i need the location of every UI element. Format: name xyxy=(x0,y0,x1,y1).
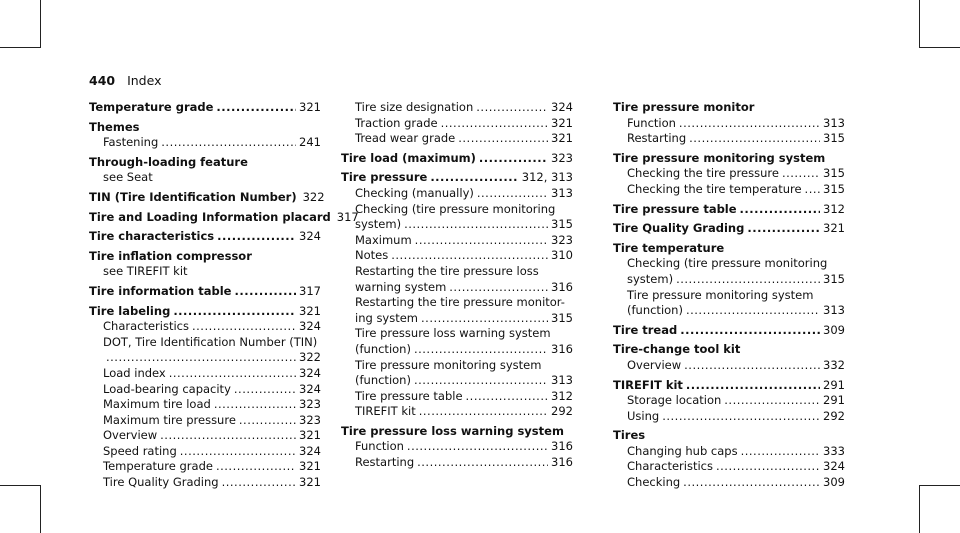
entry-term: Restarting xyxy=(355,455,415,470)
index-entry xyxy=(89,120,321,136)
page-number: 440 xyxy=(89,73,116,88)
index-entry xyxy=(341,151,573,167)
index-subentry xyxy=(341,455,573,471)
leader-dots xyxy=(684,358,820,374)
entry-term: Load index xyxy=(103,365,166,380)
entry-term: Tire load (maximum) xyxy=(341,150,476,165)
leader-dots xyxy=(680,323,820,339)
leader-dots xyxy=(740,202,821,218)
page-reference[interactable]: 312 xyxy=(551,388,573,403)
entry-term: Fastening xyxy=(103,135,159,150)
page-reference[interactable]: 292 xyxy=(551,404,573,419)
entry-term: Tire pressure table xyxy=(355,388,463,403)
index-subentry xyxy=(341,202,573,218)
index-entry xyxy=(89,209,359,226)
page-reference[interactable]: 315 xyxy=(823,181,845,196)
page-reference[interactable]: 321 xyxy=(299,459,321,474)
entry-term: Maximum tire load xyxy=(103,397,211,412)
entry-term: Traction grade xyxy=(355,115,438,130)
index-subentry xyxy=(89,475,321,491)
index-subentry xyxy=(89,382,321,398)
index-subentry xyxy=(89,135,321,151)
entry-term: Tire pressure monitoring system xyxy=(627,287,814,302)
index-subentry xyxy=(89,366,321,382)
index-subentry xyxy=(341,373,573,389)
entry-term: Tire-change tool kit xyxy=(613,342,741,357)
entry-term: TIREFIT kit xyxy=(613,377,683,392)
index-entry xyxy=(613,241,845,257)
leader-dots xyxy=(805,182,821,198)
page-reference[interactable]: 315 xyxy=(823,166,845,181)
leader-dots xyxy=(173,304,296,320)
crop-mark xyxy=(0,47,41,48)
entry-term: Checking (tire pressure monitoring xyxy=(627,256,828,271)
page-reference[interactable]: 316 xyxy=(551,439,573,454)
leader-dots xyxy=(216,100,296,116)
page-reference[interactable]: 316 xyxy=(551,455,573,470)
index-subentry xyxy=(89,264,321,280)
leader-dots xyxy=(782,166,820,182)
entry-term: Tire inflation compressor xyxy=(89,248,252,263)
entry-term: Tire pressure loss warning system xyxy=(355,326,551,341)
crop-mark xyxy=(40,485,41,533)
leader-dots xyxy=(689,131,820,147)
entry-term: Notes xyxy=(355,248,389,263)
page-reference[interactable]: 315 xyxy=(551,310,573,325)
leader-dots xyxy=(679,116,820,132)
index-subentry xyxy=(341,342,573,358)
page-reference[interactable]: 315 xyxy=(823,271,845,286)
page-reference[interactable]: 333 xyxy=(823,443,845,458)
entry-term: Checking xyxy=(627,475,681,490)
index-entry xyxy=(341,424,573,440)
leader-dots xyxy=(234,382,296,398)
leader-dots xyxy=(417,455,548,471)
page-reference[interactable]: 323 xyxy=(299,412,321,427)
leader-dots xyxy=(216,459,296,475)
index-subentry xyxy=(89,444,321,460)
entry-term: Tire temperature xyxy=(613,240,725,255)
page-reference[interactable]: 321 xyxy=(299,475,321,490)
leader-dots xyxy=(217,229,296,245)
page-reference[interactable]: 322 xyxy=(302,189,325,204)
section-title: Index xyxy=(127,73,162,88)
leader-dots xyxy=(106,350,296,366)
entry-term: Tire and Loading Information placard xyxy=(89,209,331,224)
index-subentry xyxy=(89,459,321,475)
index-subentry xyxy=(613,475,845,491)
leader-dots xyxy=(686,378,820,394)
index-entry xyxy=(613,428,845,444)
entry-term: (function) xyxy=(355,373,411,388)
leader-dots xyxy=(169,366,296,382)
leader-dots xyxy=(686,303,820,319)
page-reference[interactable]: 321 xyxy=(299,100,321,114)
entry-term: Temperature grade xyxy=(89,100,214,114)
index-subentry xyxy=(613,303,845,319)
index-entry xyxy=(89,189,325,206)
leader-dots xyxy=(477,186,548,202)
leader-dots xyxy=(421,311,548,327)
page-reference[interactable]: 313 xyxy=(551,185,573,200)
entry-term: DOT, Tire Identification Number (TIN) xyxy=(103,334,318,349)
leader-dots xyxy=(391,248,548,264)
leader-dots xyxy=(161,135,296,151)
index-subentry xyxy=(89,350,321,366)
page-reference[interactable]: 315 xyxy=(551,217,573,232)
index-subentry xyxy=(613,166,845,182)
index-entry xyxy=(89,155,321,171)
leader-dots xyxy=(180,444,296,460)
entry-term: Characteristics xyxy=(627,459,713,474)
leader-dots xyxy=(741,444,820,460)
entry-term: Tire pressure table xyxy=(613,201,737,216)
leader-dots xyxy=(458,131,548,147)
index-subentry xyxy=(341,280,573,296)
entry-term: Through-loading feature xyxy=(89,154,248,169)
entry-term: Checking the tire pressure xyxy=(627,166,779,181)
entry-term: warning system xyxy=(355,279,447,294)
entry-term: see Seat xyxy=(103,170,153,185)
page-reference[interactable]: 324 xyxy=(299,443,321,458)
crop-mark xyxy=(40,0,41,48)
leader-dots xyxy=(419,404,548,420)
entry-term: system) xyxy=(627,271,674,286)
entry-term: (function) xyxy=(627,303,683,318)
index-entry xyxy=(89,249,321,265)
entry-term: Function xyxy=(627,115,676,130)
entry-term: Temperature grade xyxy=(103,459,213,474)
entry-term: ing system xyxy=(355,310,419,325)
index-entry xyxy=(613,221,845,237)
page-reference[interactable]: 309 xyxy=(823,322,845,337)
leader-dots xyxy=(239,413,296,429)
entry-term: Speed rating xyxy=(103,443,177,458)
entry-term: Load-bearing capacity xyxy=(103,381,231,396)
page-reference[interactable]: 312, 313 xyxy=(521,170,573,185)
index-entry xyxy=(613,202,845,218)
page-reference[interactable]: 315 xyxy=(823,131,845,146)
page-reference[interactable]: 321 xyxy=(299,428,321,443)
index-subentry xyxy=(341,100,573,116)
index-subentry xyxy=(341,326,573,342)
entry-term: Maximum tire pressure xyxy=(103,412,236,427)
index-entry xyxy=(613,100,845,116)
page-reference[interactable]: 309 xyxy=(823,475,845,490)
leader-dots xyxy=(222,475,296,491)
leader-dots xyxy=(479,151,548,167)
index-subentry xyxy=(613,182,845,198)
leader-dots xyxy=(407,439,548,455)
page-reference[interactable]: 313 xyxy=(551,373,573,388)
index-subentry xyxy=(89,397,321,413)
leader-dots xyxy=(683,475,820,491)
leader-dots xyxy=(441,116,548,132)
leader-dots xyxy=(234,284,296,300)
leader-dots xyxy=(716,459,820,475)
index-column-1 xyxy=(89,100,359,491)
leader-dots xyxy=(414,373,548,389)
index-column-2 xyxy=(341,100,573,471)
index-subentry xyxy=(89,335,321,351)
index-subentry xyxy=(613,131,845,147)
index-entry xyxy=(341,170,573,186)
page-header xyxy=(89,73,162,88)
page-reference[interactable]: 332 xyxy=(823,357,845,372)
index-subentry xyxy=(613,288,845,304)
page-reference[interactable]: 291 xyxy=(823,377,845,392)
page-reference[interactable]: 316 xyxy=(551,279,573,294)
index-subentry xyxy=(341,358,573,374)
entry-term: Using xyxy=(627,408,660,423)
index-subentry xyxy=(89,428,321,444)
page-reference[interactable]: 324 xyxy=(299,229,321,244)
leader-dots xyxy=(214,397,296,413)
entry-term: Tire Quality Grading xyxy=(103,475,219,490)
entry-term: Tire Quality Grading xyxy=(613,221,745,236)
page-reference[interactable]: 321 xyxy=(551,115,573,130)
index-subentry xyxy=(89,170,321,186)
index-subentry xyxy=(613,116,845,132)
page-reference[interactable]: 324 xyxy=(299,319,321,334)
index-entry xyxy=(613,323,845,339)
leader-dots xyxy=(430,170,518,186)
page-reference[interactable]: 317 xyxy=(299,283,321,298)
crop-mark xyxy=(919,47,960,48)
entry-term: Restarting the tire pressure loss xyxy=(355,263,539,278)
page-reference[interactable]: 321 xyxy=(551,131,573,146)
index-subentry xyxy=(341,439,573,455)
entry-term: Checking the tire temperature xyxy=(627,181,802,196)
index-entry xyxy=(89,229,321,245)
index-subentry xyxy=(89,319,321,335)
leader-dots xyxy=(449,280,548,296)
entry-term: Tire information table xyxy=(89,283,232,298)
leader-dots xyxy=(662,409,820,425)
entry-term: Themes xyxy=(89,119,140,134)
entry-term: Overview xyxy=(627,357,682,372)
entry-term: Restarting xyxy=(627,131,687,146)
page-reference[interactable]: 316 xyxy=(551,341,573,356)
crop-mark xyxy=(0,485,41,486)
entry-term: Maximum xyxy=(355,232,412,247)
page-reference[interactable]: 312 xyxy=(823,201,845,216)
entry-term: TIN (Tire Identification Number) xyxy=(89,189,297,204)
entry-term: Tire pressure monitoring system xyxy=(613,150,826,165)
index-entry xyxy=(613,378,845,394)
leader-dots xyxy=(160,428,296,444)
index-subentry xyxy=(89,413,321,429)
index-column-3 xyxy=(613,100,845,491)
index-subentry xyxy=(613,444,845,460)
entry-term: Tire pressure xyxy=(341,170,428,185)
entry-term: Restarting the tire pressure monitor- xyxy=(355,295,565,310)
index-entry xyxy=(613,342,845,358)
entry-term: Tire size designation xyxy=(355,100,474,114)
page-reference[interactable]: 292 xyxy=(823,408,845,423)
index-subentry xyxy=(341,131,573,147)
page-reference[interactable]: 324 xyxy=(551,100,573,114)
leader-dots xyxy=(404,217,548,233)
index-subentry xyxy=(341,248,573,264)
entry-term: Tire pressure loss warning system xyxy=(341,423,564,438)
index-subentry xyxy=(341,389,573,405)
index-subentry xyxy=(341,311,573,327)
page-reference[interactable]: 324 xyxy=(823,459,845,474)
page-reference[interactable]: 322 xyxy=(299,350,321,365)
index-subentry xyxy=(613,358,845,374)
page-reference[interactable]: 321 xyxy=(823,221,845,236)
page-reference[interactable]: 324 xyxy=(299,365,321,380)
leader-dots xyxy=(747,221,820,237)
entry-term: Overview xyxy=(103,428,158,443)
entry-term: Tread wear grade xyxy=(355,131,456,146)
page-reference[interactable]: 317 xyxy=(336,209,359,224)
page-reference[interactable]: 241 xyxy=(299,135,321,150)
entry-term: Function xyxy=(355,439,404,454)
index-subentry xyxy=(341,264,573,280)
entry-term: Storage location xyxy=(627,393,722,408)
entry-term: Tires xyxy=(613,428,646,443)
index-subentry xyxy=(341,404,573,420)
index-subentry xyxy=(613,256,845,272)
entry-term: Tire characteristics xyxy=(89,229,215,244)
index-subentry xyxy=(613,393,845,409)
leader-dots xyxy=(192,319,296,335)
index-subentry xyxy=(341,116,573,132)
entry-term: Characteristics xyxy=(103,319,189,334)
index-subentry xyxy=(341,217,573,233)
entry-term: Tire pressure monitoring system xyxy=(355,357,542,372)
page-reference[interactable]: 321 xyxy=(299,303,321,318)
page-reference[interactable]: 324 xyxy=(299,381,321,396)
crop-mark xyxy=(919,485,920,533)
page-reference[interactable]: 313 xyxy=(823,115,845,130)
page-reference[interactable]: 310 xyxy=(551,248,573,263)
entry-term: Checking (tire pressure monitoring xyxy=(355,201,556,216)
index-subentry xyxy=(613,409,845,425)
entry-term: (function) xyxy=(355,341,411,356)
index-subentry xyxy=(613,459,845,475)
crop-mark xyxy=(919,485,960,486)
leader-dots xyxy=(414,342,548,358)
index-entry xyxy=(613,151,845,167)
leader-dots xyxy=(466,389,549,405)
page-reference[interactable]: 313 xyxy=(823,303,845,318)
entry-term: TIREFIT kit xyxy=(355,404,416,419)
index-subentry xyxy=(341,186,573,202)
entry-term: see TIREFIT kit xyxy=(103,264,188,279)
index-entry xyxy=(89,284,321,300)
index-subentry xyxy=(613,272,845,288)
page-reference[interactable]: 323 xyxy=(551,150,573,165)
entry-term: Tire labeling xyxy=(89,303,171,318)
leader-dots xyxy=(476,100,548,116)
entry-term: Tire tread xyxy=(613,322,678,337)
entry-term: system) xyxy=(355,217,402,232)
index-subentry xyxy=(341,233,573,249)
entry-term: Changing hub caps xyxy=(627,443,738,458)
page-reference[interactable]: 291 xyxy=(823,393,845,408)
entry-term: Checking (manually) xyxy=(355,185,474,200)
leader-dots xyxy=(676,272,820,288)
index-entry xyxy=(89,304,321,320)
crop-mark xyxy=(919,0,920,48)
page-reference[interactable]: 323 xyxy=(299,397,321,412)
entry-term: Tire pressure monitor xyxy=(613,100,755,114)
index-entry xyxy=(89,100,321,116)
index-subentry xyxy=(341,295,573,311)
leader-dots xyxy=(724,393,820,409)
leader-dots xyxy=(415,233,548,249)
page-reference[interactable]: 323 xyxy=(551,232,573,247)
